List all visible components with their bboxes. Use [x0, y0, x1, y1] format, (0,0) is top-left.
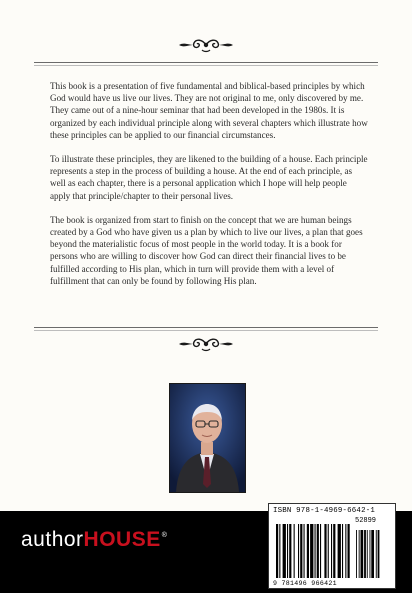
top-rule-thin: [34, 65, 378, 66]
top-rule: [34, 62, 378, 63]
paragraph-1: This book is a presentation of five fundamental and biblical-based principles by which God would have us live our lives. They are not original to me, only discovered by me. They came out of a nine-hour seminar that had been developed in the 1980s. It is organized by each individual principle along with several chapters which illustrate how these principles can be applied to our financial circumstances.: [50, 81, 368, 140]
barcode-icon: [276, 524, 388, 580]
top-ornament: [0, 36, 412, 58]
author-photo: [169, 383, 246, 493]
scroll-ornament-icon: [176, 335, 236, 353]
isbn-text: ISBN 978-1-4969-6642-1: [273, 507, 375, 515]
bottom-rule: [34, 327, 378, 328]
ean-text: 9 781496 966421: [273, 580, 337, 587]
paragraph-3: The book is organized from start to finish on the concept that we are human beings created by a God who have given us a plan by which to live our lives, a plan that goes beyond the materialistic focus of most people in the world today. It is a book for persons who are willing to discover how God can direct their financial lives to be fulfilled according to His plan, which in turn will provide them with a level of fulfillment that can only be found by following His plan.: [50, 214, 363, 286]
description-text: [50, 80, 368, 299]
price-addon-text: 52899: [355, 517, 377, 525]
bottom-ornament: [0, 335, 412, 357]
logo-text-author: author: [21, 528, 84, 551]
barcode-label: [268, 503, 396, 589]
paragraph-2: To illustrate these principles, they are likened to the building of a house. Each principle represents a step in the process of building a house. At the end of each principle, as well as each chapter, there is a personal application which I hope will help people apply that principle/chapter to their personal lives.: [50, 154, 368, 201]
publisher-logo: [21, 528, 167, 552]
logo-text-house: HOUSE: [83, 528, 161, 551]
scroll-ornament-icon: [176, 36, 236, 54]
registered-mark: ®: [161, 532, 168, 539]
bottom-rule-thin: [34, 330, 378, 331]
